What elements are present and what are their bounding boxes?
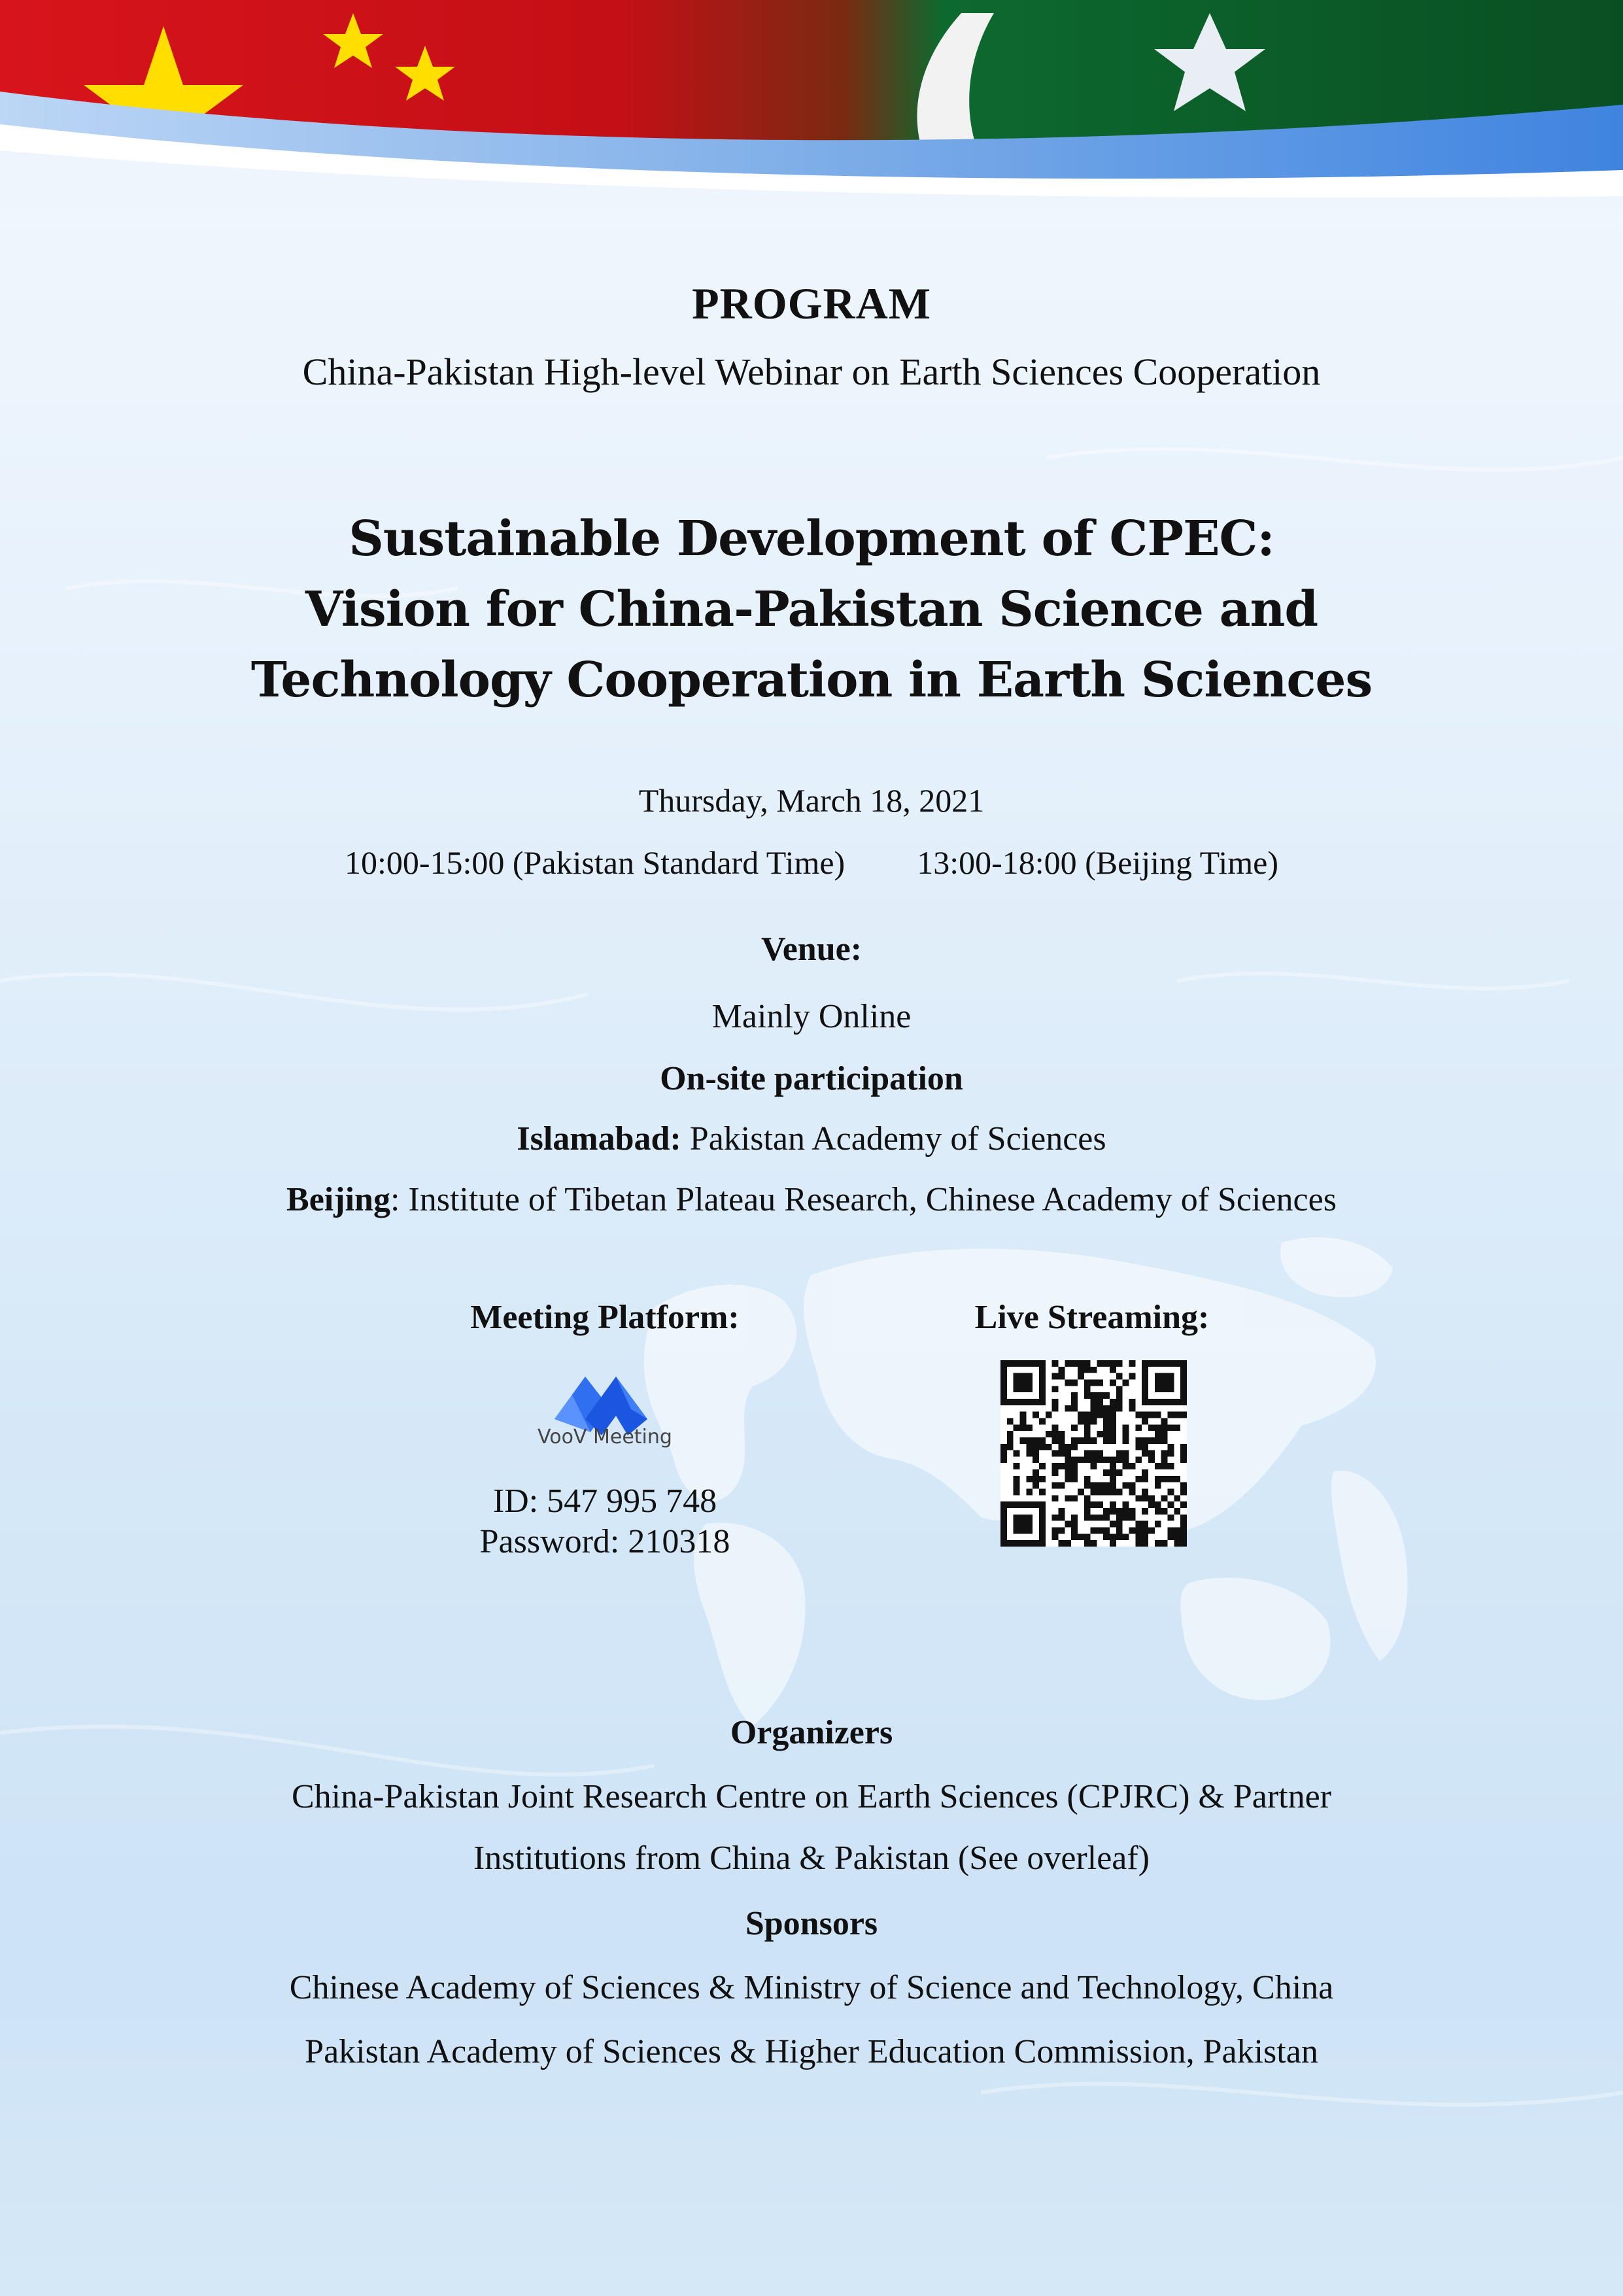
webinar-subtitle: China-Pakistan High-level Webinar on Earth Sciences Cooperation — [302, 351, 1321, 393]
meeting-credentials — [419, 1481, 791, 1562]
event-times — [0, 844, 1623, 882]
headline-line-1: Sustainable Development of CPEC: — [349, 511, 1274, 567]
islamabad-value: Pakistan Academy of Sciences — [681, 1120, 1106, 1157]
venue-label: Venue: — [760, 931, 863, 968]
beijing-venue — [0, 1180, 1623, 1219]
organizers-line-2: Institutions from China & Pakistan (See overleaf) — [473, 1840, 1150, 1877]
flags-banner — [0, 0, 1623, 209]
beijing-label: Beijing — [286, 1181, 390, 1218]
islamabad-label: Islamabad: — [517, 1120, 681, 1157]
pakistan-time: 10:00-15:00 (Pakistan Standard Time) — [344, 844, 846, 881]
venue-value: Mainly Online — [711, 998, 912, 1035]
sponsors-line-1: Chinese Academy of Sciences & Ministry of Science and Technology, China — [289, 1969, 1334, 2006]
meeting-password: Password: 210318 — [479, 1523, 730, 1560]
qr-code-icon[interactable] — [1000, 1360, 1187, 1547]
meeting-platform-label: Meeting Platform: — [470, 1299, 740, 1336]
sponsors-line-2: Pakistan Academy of Sciences & Higher Education Commission, Pakistan — [305, 2033, 1318, 2070]
live-streaming-label: Live Streaming: — [974, 1299, 1210, 1336]
beijing-time: 13:00-18:00 (Beijing Time) — [917, 844, 1279, 881]
headline-line-3: Technology Cooperation in Earth Sciences — [250, 652, 1373, 708]
event-date: Thursday, March 18, 2021 — [638, 782, 985, 819]
organizers-label: Organizers — [730, 1714, 893, 1751]
sponsors-label: Sponsors — [745, 1905, 878, 1942]
program-title: PROGRAM — [692, 279, 931, 328]
onsite-label: On-site participation — [660, 1060, 963, 1097]
beijing-value: : Institute of Tibetan Plateau Research, Chinese Academy of Sciences — [390, 1181, 1337, 1218]
meeting-id: ID: 547 995 748 — [492, 1482, 717, 1520]
headline-line-2: Vision for China-Pakistan Science and — [305, 581, 1318, 638]
voov-app-name: VooV Meeting — [538, 1426, 672, 1448]
islamabad-venue — [0, 1120, 1623, 1158]
headline — [0, 504, 1623, 715]
organizers-line-1: China-Pakistan Joint Research Centre on Earth Sciences (CPJRC) & Partner — [291, 1778, 1331, 1815]
